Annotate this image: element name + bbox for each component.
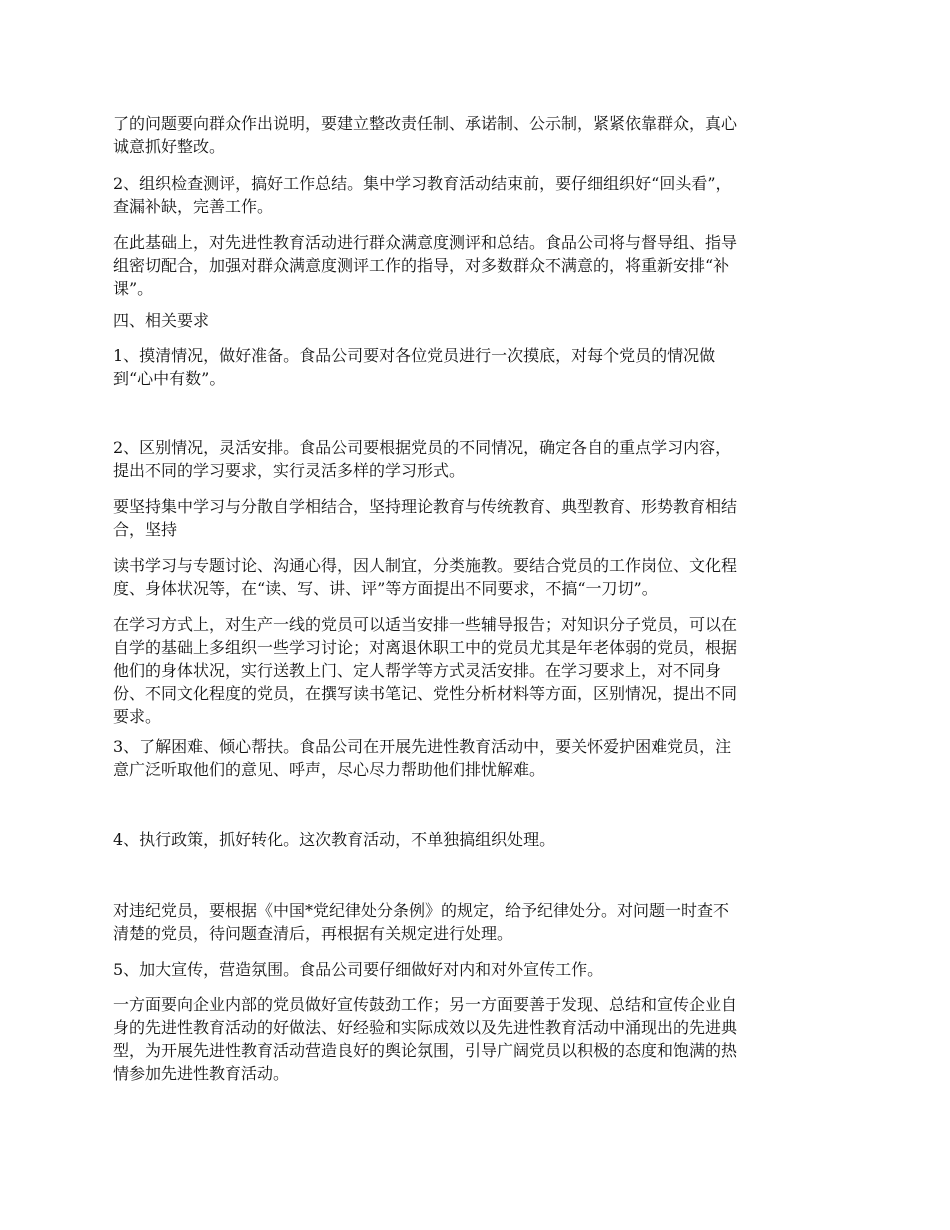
paragraph-item-2-review: 2、组织检查测评，搞好工作总结。集中学习教育活动结束前，要仔细组织好“回头看”， 查漏补缺，完善工作。 (113, 174, 732, 216)
section-heading-requirements: 四、相关要求 (113, 311, 210, 330)
paragraph-item-5-publicity: 5、加大宣传，营造氛围。食品公司要仔细做好对内和对外宣传工作。 (113, 960, 604, 979)
paragraph-satisfaction-evaluation: 在此基础上，对先进性教育活动进行群众满意度测评和总结。食品公司将与督导组、指导 组密切配合，加强对群众满意度测评工作的指导，对多数群众不满意的，将重新安排“补 课”。 (113, 233, 738, 298)
paragraph-combined-learning: 要坚持集中学习与分散自学相结合，坚持理论教育与传统教育、典型教育、形势教育相结 合，坚持 (113, 497, 738, 539)
paragraph-item-3-assistance: 3、了解困难、倾心帮扶。食品公司在开展先进性教育活动中，要关怀爱护困难党员，注 意广泛听取他们的意见、呼声，尽心尽力帮助他们排忧解难。 (113, 737, 732, 779)
paragraph-reading-discussion: 读书学习与专题讨论、沟通心得，因人制宜，分类施教。要结合党员的工作岗位、文化程 度、身体状况等，在“读、写、讲、评”等方面提出不同要求，不搞“一刀切”。 (113, 556, 738, 598)
paragraph-item-4-policy: 4、执行政策，抓好转化。这次教育活动，不单独搞组织处理。 (113, 830, 556, 849)
paragraph-discipline: 对违纪党员，要根据《中国*党纪律处分条例》的规定，给予纪律处分。对问题一时查不 清楚的党员，待问题查清后，再根据有关规定进行处理。 (113, 901, 730, 943)
paragraph-item-1-survey: 1、摸清情况，做好准备。食品公司要对各位党员进行一次摸底，对每个党员的情况做 到“心中有数”。 (113, 346, 716, 388)
paragraph-rectification: 了的问题要向群众作出说明，要建立整改责任制、承诺制、公示制，紧紧依靠群众，真心 诚意抓好整改。 (113, 114, 738, 156)
paragraph-item-2-flexible: 2、区别情况，灵活安排。食品公司要根据党员的不同情况，确定各自的重点学习内容， 提出不同的学习要求，实行灵活多样的学习形式。 (113, 438, 732, 480)
paragraph-learning-methods: 在学习方式上，对生产一线的党员可以适当安排一些辅导报告；对知识分子党员，可以在 自学的基础上多组织一些学习讨论；对离退休职工中的党员尤其是年老体弱的党员，根据 他们的身体状况，实行送教上门、定人帮学等方式灵活安排。在学习要求上，对不同身 份、不同文化程度的党员，在撰写读书笔记、党性分析材料等方面，区别情况，提出不同 要求。 (113, 615, 738, 726)
paragraph-publicity-detail: 一方面要向企业内部的党员做好宣传鼓劲工作；另一方面要善于发现、总结和宣传企业自 身的先进性教育活动的好做法、好经验和实际成效以及先进性教育活动中涌现出的先进典 型，为开展先进性教育活动营造良好的舆论氛围，引导广阔党员以积极的态度和饱满的热 情参加先进性教育活动。 (113, 995, 738, 1083)
